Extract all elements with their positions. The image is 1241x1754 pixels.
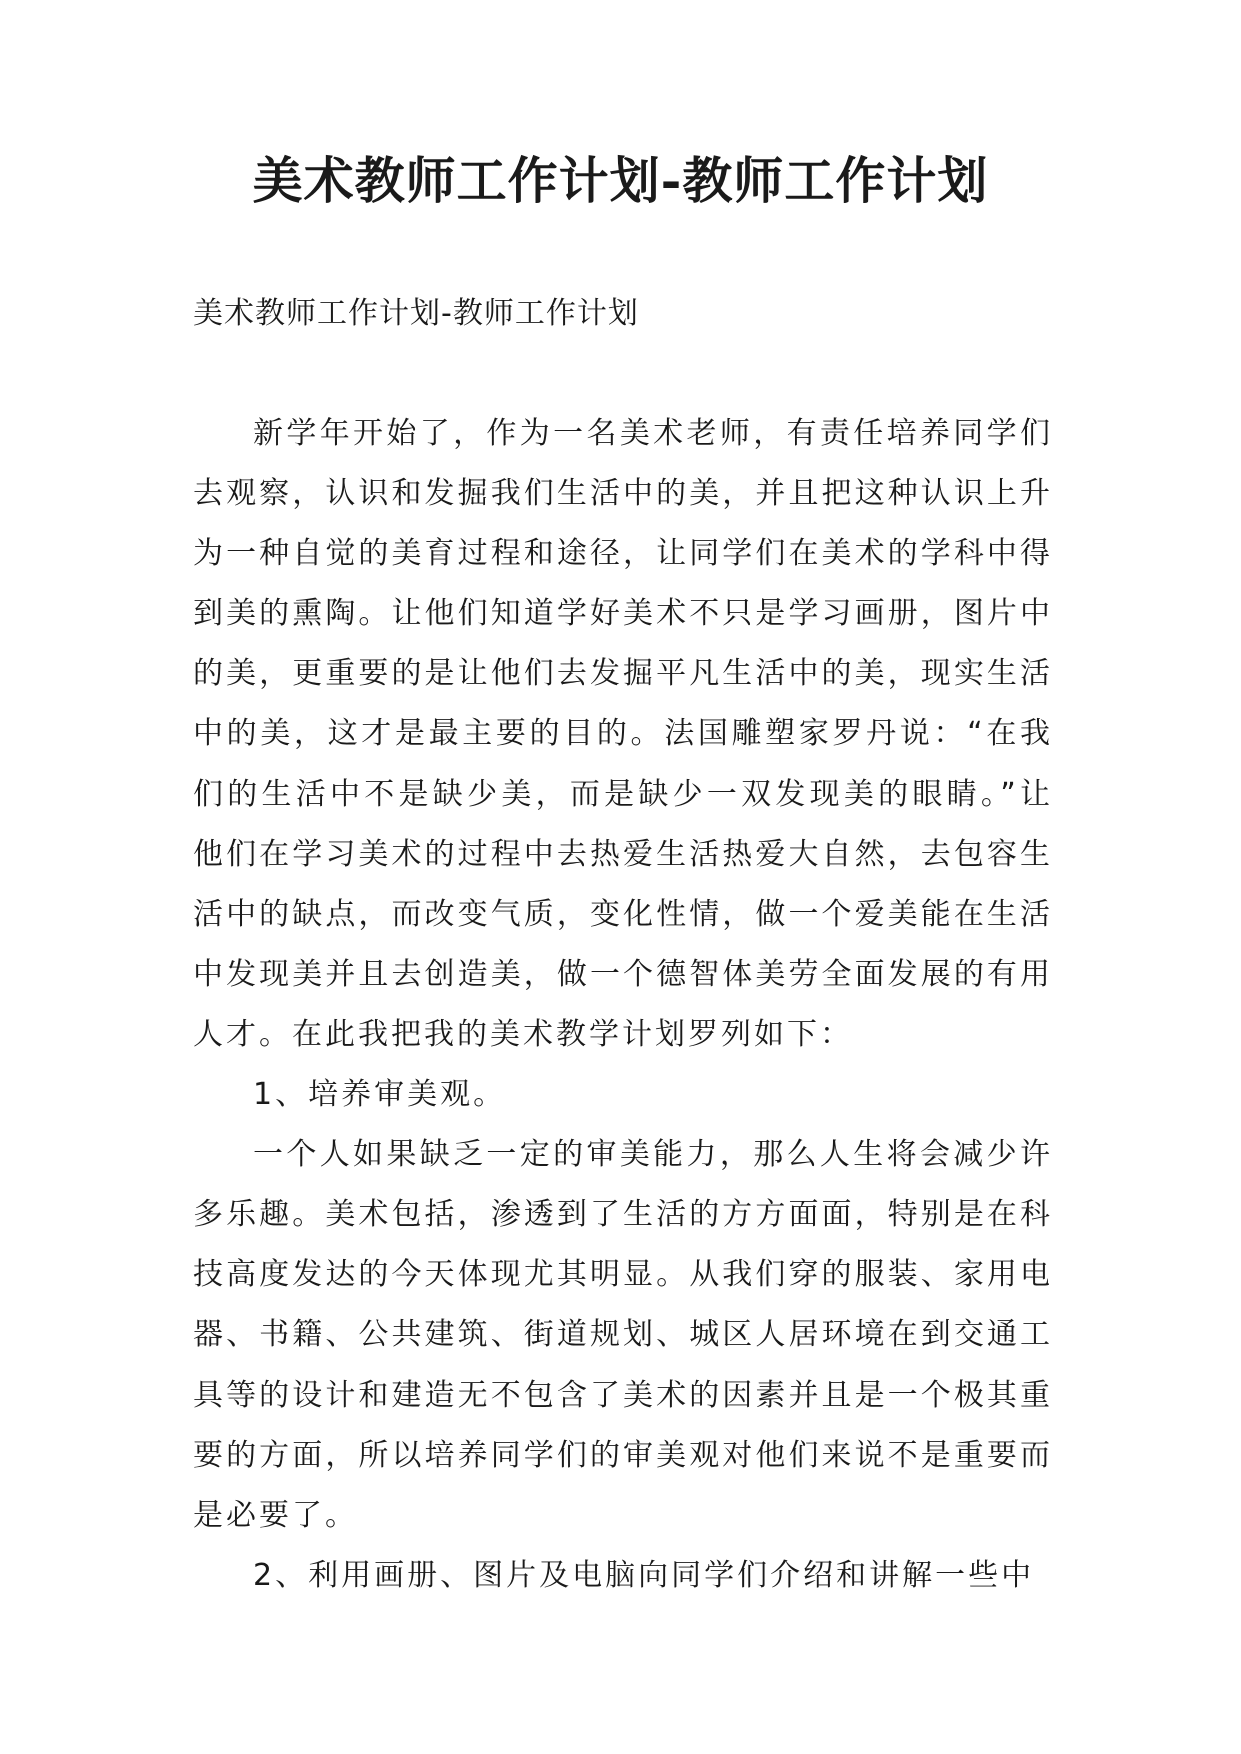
paragraph-heading-1: 1、培养审美观。 [253,1077,507,1113]
paragraph-aesthetics: 一个人如果缺乏一定的审美能力，那么人生将会减少许多乐趣。美术包括，渗透到了生活的方方面面，特别是在科技高度发达的今天体现尤其明显。从我们穿的服装、家用电器、书籍、公共建筑、街道规划、城区人居环境在到交通工具等的设计和建造无不包含了美术的因素并且是一个极其重要的方面，所以培养同学们的审美观对他们来说不是重要而是必要了。 [193,1137,1053,1533]
paragraph-intro: 新学年开始了，作为一名美术老师，有责任培养同学们去观察，认识和发掘我们生活中的美，并且把这种认识上升为一种自觉的美育过程和途径，让同学们在美术的学科中得到美的熏陶。让他们知道学好美术不只是学习画册，图片中的美，更重要的是让他们去发掘平凡生活中的美，现实生活中的美，这才是最主要的目的。法国雕塑家罗丹说：“在我们的生活中不是缺少美，而是缺少一双发现美的眼睛。”让他们在学习美术的过程中去热爱生活热爱大自然，去包容生活中的缺点，而改变气质，变化性情，做一个爱美能在生活中发现美并且去创造美，做一个德智体美劳全面发展的有用人才。在此我把我的美术教学计划罗列如下： [193,416,1053,1052]
document-title: 美术教师工作计划-教师工作计划 [252,151,989,210]
document-subtitle: 美术教师工作计划-教师工作计划 [193,296,639,331]
document-body [193,404,1053,1606]
paragraph-heading-2: 2、利用画册、图片及电脑向同学们介绍和讲解一些中 [253,1557,1035,1593]
